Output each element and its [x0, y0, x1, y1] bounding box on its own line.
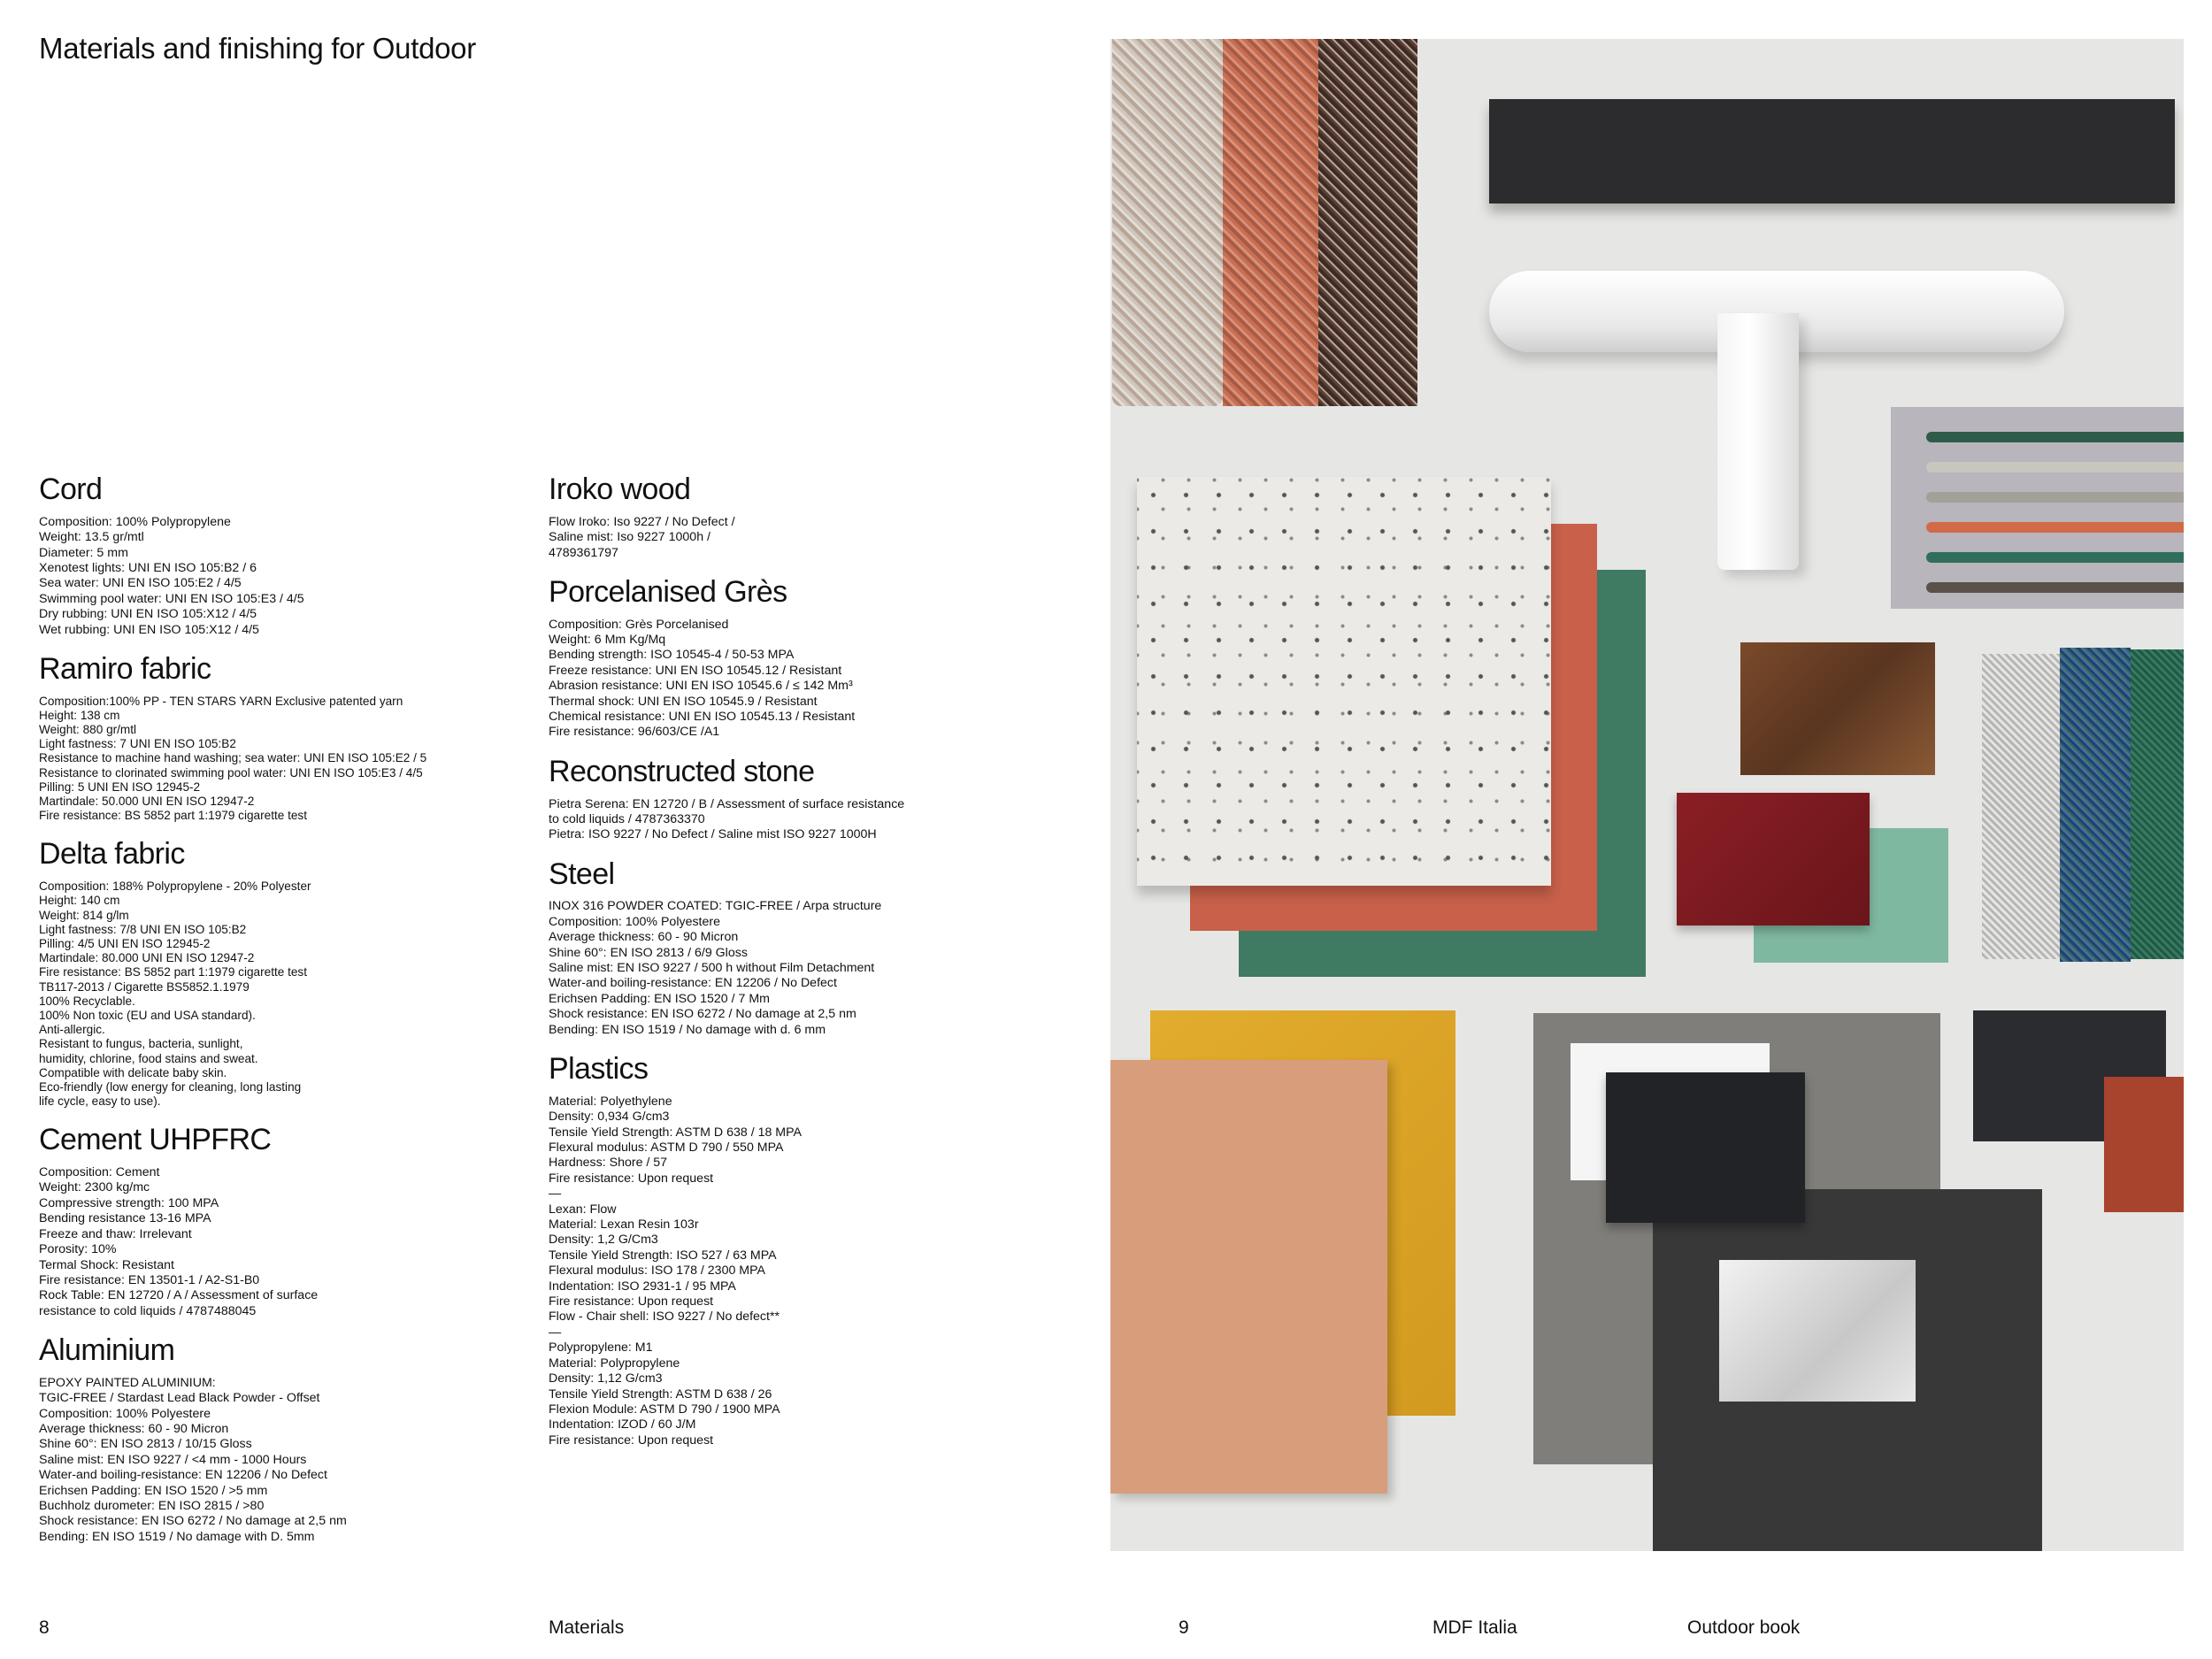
fabric-swatch-white — [1982, 654, 2060, 959]
spec-text: Material: Polyethylene Density: 0,934 G/cm3 Tensile Yield Strength: ASTM D 638 / 18 MPA Flexural modulus: ASTM D 790 / 550 MPA Hardness: Shore / 57 Fire resistance: Upon request — Lexan: Flow Material: Lexan Resin 103r Density: 1,2 G/Cm3 Tensile Yield Strength: ISO 527 / 63 MPA Flexural modulus: ISO 178 / 2300 MPA Indentation: ISO 2931-1 / 95 MPA Fire resistance: Upon request Flow - Chair shell: ISO 9227 / No defect** — Polypropylene: M1 Material: Polypropylene Density: 1,12 G/cm3 Tensile Yield Strength: ASTM D 638 / 26 Flexion Module: ASTM D 790 / 1900 MPA Indentation: IZOD / 60 J/M Fire resistance: Upon request — [549, 1094, 802, 1448]
red-panel-sample — [2104, 1077, 2184, 1212]
red-ceramic-tile — [1677, 793, 1870, 926]
spec-text: Flow Iroko: Iso 9227 / No Defect / Saline mist: Iso 9227 1000h / 4789361797 — [549, 514, 735, 560]
spec-text: Composition: 100% Polypropylene Weight: 13.5 gr/mtl Diameter: 5 mm Xenotest lights: UNI EN ISO 105:B2 / 6 Sea water: UNI EN ISO 105:E2 / 4/5 Swimming pool water: UNI EN ISO 105:E3 / 4/5 Dry rubbing: UNI EN ISO 105:X12 / 4/5 Wet rubbing: UNI EN ISO 105:X12 / 4/5 — [39, 514, 304, 637]
section-heading: Cord — [39, 472, 103, 506]
footer-brand: MDF Italia — [1432, 1617, 1517, 1638]
peach-panel-sample — [1110, 1060, 1387, 1494]
section-delta-fabric — [39, 839, 534, 1109]
spec-text: INOX 316 POWDER COATED: TGIC-FREE / Arpa structure Composition: 100% Polyestere Average thickness: 60 - 90 Micron Shine 60°: EN ISO 2813 / 6/9 Gloss Saline mist: EN ISO 9227 / 500 h without Film Detachment Water-and boiling-resistance: EN 12206 / No Defect Erichsen Padding: EN ISO 1520 / 7 Mm Shock resistance: EN ISO 6272 / No damage at 2,5 nm Bending: EN ISO 1519 / No damage with d. 6 mm — [549, 899, 882, 1037]
section-heading: Plastics — [549, 1052, 649, 1087]
spec-text: Composition: Cement Weight: 2300 kg/mc Compressive strength: 100 MPA Bending resistance 13-16 MPA Freeze and thaw: Irrelevant Porosity: 10% Termal Shock: Resistant Fire resistance: EN 13501-1 / A2-S1-B0 Rock Table: EN 12720 / A / Assessment of surface resistance to cold liquids / 4787488045 — [39, 1165, 319, 1318]
spec-text: Composition: Grès Porcelanised Weight: 6 Mm Kg/Mq Bending strength: ISO 10545-4 / 50-53 MPA Freeze resistance: UNI EN ISO 10545.12 / Resistant Abrasion resistance: UNI EN ISO 10545.6 / ≤ 142 Mm³ Thermal shock: UNI EN ISO 10545.9 / Resistant Chemical resistance: UNI EN ISO 10545.13 / Resistant Fire resistance: 96/603/CE /A1 — [549, 617, 856, 740]
page-number-right: 9 — [1179, 1617, 1189, 1638]
section-heading: Cement UHPFRC — [39, 1123, 272, 1157]
spec-text: Composition:100% PP - TEN STARS YARN Exclusive patented yarn Height: 138 cm Weight: 880 gr/mtl Light fastness: 7 UNI EN ISO 105:B2 Resistance to machine hand washing; sea water: UNI EN ISO 105:E2 / 5 Resistance to clorinated swimming pool water: UNI EN ISO 105:E3 / 4/5 Pilling: 5 UNI EN ISO 12945-2 Martindale: 50.000 UNI EN ISO 12947-2 Fire resistance: BS 5852 part 1:1979 cigarette test — [39, 694, 427, 823]
section-porcelanised-gres — [549, 574, 973, 741]
black-laminate-card — [1606, 1072, 1805, 1223]
section-heading: Steel — [549, 856, 615, 891]
page-title: Materials and finishing for Outdoor — [39, 32, 476, 65]
fabric-roll-beige — [1112, 39, 1223, 406]
plastic-t-pipe-stem — [1717, 313, 1799, 570]
mirror-steel-sample — [1719, 1260, 1916, 1402]
footer-book-title: Outdoor book — [1687, 1617, 1801, 1638]
footer-section-label: Materials — [549, 1617, 625, 1638]
section-plastics — [549, 1054, 973, 1448]
rust-ceramic-tile — [1740, 642, 1935, 775]
section-reconstructed-stone — [549, 754, 973, 843]
cord-samples-card — [1891, 407, 2184, 609]
fabric-swatch-blue — [2060, 648, 2131, 962]
section-heading: Delta fabric — [39, 837, 185, 872]
section-heading: Aluminium — [39, 1333, 175, 1368]
section-cord — [39, 474, 534, 638]
aluminium-bar-sample — [1489, 99, 2175, 204]
spec-text: Composition: 188% Polypropylene - 20% Polyester Height: 140 cm Weight: 814 g/lm Light fastness: 7/8 UNI EN ISO 105:B2 Pilling: 4/5 UNI EN ISO 12945-2 Martindale: 80.000 UNI EN ISO 12947-2 Fire resistance: BS 5852 part 1:1979 cigarette test TB117-2013 / Cigarette BS5852.1.1979 100% Recyclable. 100% Non toxic (EU and USA standard). Anti-allergic. Resistant to fungus, bacteria, sunlight, humidity, chlorine, food stains and sweat. Compatible with delicate baby skin. Eco-friendly (low energy for cleaning, long lasting life cycle, easy to use). — [39, 879, 311, 1109]
spec-text: EPOXY PAINTED ALUMINIUM: TGIC-FREE / Stardast Lead Black Powder - Offset Composition: 100% Polyestere Average thickness: 60 - 90 Micron Shine 60°: EN ISO 2813 / 10/15 Gloss Saline mist: EN ISO 9227 / <4 mm - 1000 Hours Water-and boiling-resistance: EN 12206 / No Defect Erichsen Padding: EN ISO 1520 / >5 mm Buchholz durometer: EN ISO 2815 / >80 Shock resistance: EN ISO 6272 / No damage at 2,5 nm Bending: EN ISO 1519 / No damage with D. 5mm — [39, 1375, 347, 1544]
section-heading: Porcelanised Grès — [549, 574, 787, 609]
section-cement-uhpfrc — [39, 1125, 534, 1319]
mid-spec-column — [549, 474, 973, 1464]
fabric-roll-brown — [1318, 39, 1417, 406]
page-number-left: 8 — [39, 1617, 50, 1638]
section-heading: Iroko wood — [549, 472, 691, 506]
terrazzo-white-tile — [1137, 477, 1551, 886]
left-spec-column — [39, 474, 534, 1561]
fabric-roll-orange — [1223, 39, 1318, 406]
section-steel — [549, 856, 973, 1038]
fabric-swatch-green — [2131, 649, 2184, 959]
section-ramiro-fabric — [39, 651, 534, 824]
section-heading: Reconstructed stone — [549, 754, 815, 788]
spec-text: Pietra Serena: EN 12720 / B / Assessment of surface resistance to cold liquids / 4787363370 Pietra: ISO 9227 / No Defect / Saline mist ISO 9227 1000H — [549, 796, 905, 842]
material-samples-photo — [1110, 39, 2184, 1551]
section-heading: Ramiro fabric — [39, 651, 211, 686]
section-iroko-wood — [549, 474, 973, 561]
section-aluminium — [39, 1335, 534, 1545]
